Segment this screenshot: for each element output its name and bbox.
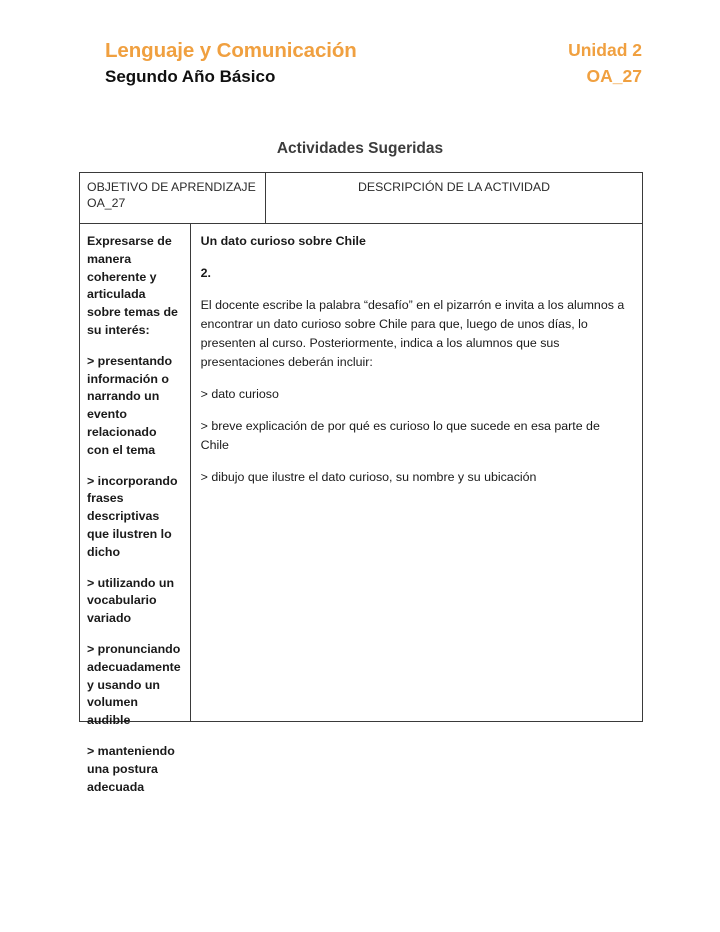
activity-paragraph: El docente escribe la palabra “desafío” en el pizarrón e invita a los alumnos a encontrar un dato curioso sobre Chile para que, luego de unos días, lo presenten al curso. Posteriormente, indica a los alumnos que sus presentaciones deberán incluir: (200, 298, 625, 369)
table-header-row (80, 173, 642, 224)
grade-level: Segundo Año Básico (105, 67, 276, 86)
objective-cell (80, 224, 191, 794)
header-right-block (568, 38, 642, 88)
column-header-objective: OBJETIVO DE APRENDIZAJE OA_27 (80, 173, 266, 223)
activity-bullet: > breve explicación de por qué es curioso lo que sucede en esa parte de Chile (200, 419, 600, 452)
document-header (79, 38, 643, 98)
objective-intro: Expresarse de manera coherente y articulada sobre temas de su interés: (87, 234, 178, 337)
column-header-description: DESCRIPCIÓN DE LA ACTIVIDAD (357, 180, 550, 194)
subject-title: Lenguaje y Comunicación (105, 39, 357, 62)
page-title: Actividades Sugeridas (276, 140, 444, 157)
activity-bullet: > dibujo que ilustre el dato curioso, su nombre y su ubicación (200, 470, 537, 484)
objective-bullet: > utilizando un vocabulario variado (87, 575, 175, 626)
objective-bullet: > manteniendo una postura adecuada (87, 743, 175, 794)
oa-code-label: OA_27 (586, 66, 642, 86)
activity-bullet: > dato curioso (200, 387, 279, 401)
objective-bullet: > presentando información o narrando un evento relacionado con el tema (87, 353, 173, 457)
activity-cell (191, 224, 642, 721)
activities-table (79, 172, 643, 794)
activity-number: 2. (200, 265, 211, 280)
unit-label: Unidad 2 (568, 40, 642, 60)
header-left-block (105, 38, 357, 88)
table-row (80, 224, 642, 794)
objective-bullet: > incorporando frases descriptivas que ilustren lo dicho (87, 473, 178, 559)
activity-title: Un dato curioso sobre Chile (200, 234, 366, 248)
objective-bullet: > pronunciando adecuadamente y usando un volumen audible (87, 641, 181, 728)
